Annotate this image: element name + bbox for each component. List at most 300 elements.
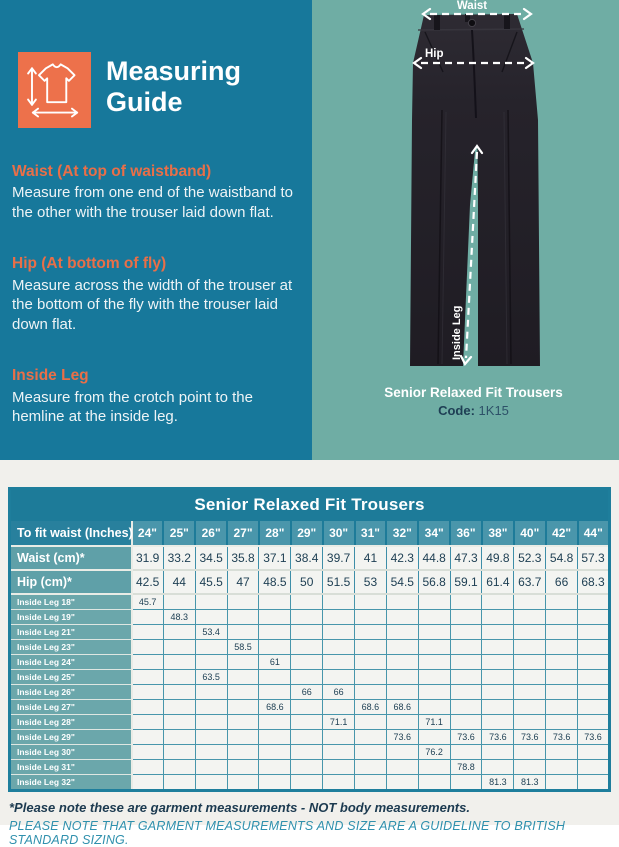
inside-leg-value: [482, 610, 514, 625]
table-row: [10, 640, 610, 655]
waist-cm-value: 35.8: [227, 546, 259, 570]
inside-leg-value: [291, 655, 323, 670]
column-header: 29": [291, 521, 323, 546]
inside-leg-value: 73.6: [546, 730, 578, 745]
inside-leg-value: [386, 640, 418, 655]
inside-leg-value: [386, 745, 418, 760]
inside-leg-value: [418, 775, 450, 791]
table-row: [10, 521, 610, 546]
inside-leg-value: [514, 685, 546, 700]
inside-leg-value: [355, 760, 387, 775]
inside-leg-value: [418, 640, 450, 655]
hip-instruction-body: Measure across the width of the trouser at the bottom of the fly with the trouser laid down flat.: [12, 276, 293, 333]
inside-leg-value: [355, 655, 387, 670]
inside-leg-value: [578, 715, 610, 730]
inside-leg-value: [132, 655, 164, 670]
inside-leg-value: [195, 594, 227, 610]
inside-leg-value: [546, 685, 578, 700]
inside-leg-value: [132, 685, 164, 700]
inside-leg-value: [227, 655, 259, 670]
inside-leg-value: [355, 745, 387, 760]
inside-leg-value: [482, 760, 514, 775]
inside-leg-value: [482, 655, 514, 670]
product-code-value: 1K15: [478, 403, 509, 419]
shirt-measure-icon: [18, 52, 91, 128]
inside-leg-row-label: Inside Leg 26": [10, 685, 132, 700]
waist-cm-value: 37.1: [259, 546, 291, 570]
inside-leg-value: [514, 594, 546, 610]
inside-leg-value: [578, 594, 610, 610]
inside-leg-value: [482, 670, 514, 685]
inside-leg-row-label: Inside Leg 25": [10, 670, 132, 685]
inside-leg-value: [482, 715, 514, 730]
inside-leg-row-label: Inside Leg 23": [10, 640, 132, 655]
inside-leg-value: [132, 625, 164, 640]
inside-leg-value: [323, 594, 355, 610]
column-header: 24": [132, 521, 164, 546]
hip-cm-value: 45.5: [195, 570, 227, 594]
inside-leg-value: [355, 775, 387, 791]
inside-leg-value: [546, 700, 578, 715]
inside-leg-value: [546, 640, 578, 655]
inside-leg-value: [195, 760, 227, 775]
inside-leg-value: 78.8: [450, 760, 482, 775]
column-header: 31": [355, 521, 387, 546]
inside-leg-value: [450, 594, 482, 610]
inside-leg-value: [227, 745, 259, 760]
inside-leg-instruction-heading: Inside Leg: [12, 367, 89, 385]
inside-leg-value: [259, 730, 291, 745]
inside-leg-value: 68.6: [259, 700, 291, 715]
inside-leg-value: 81.3: [482, 775, 514, 791]
table-row: [10, 546, 610, 570]
table-row: [10, 594, 610, 610]
table-row: [10, 700, 610, 715]
table-row: [10, 670, 610, 685]
product-code-label: Code:: [438, 403, 475, 419]
inside-leg-value: [578, 760, 610, 775]
inside-leg-value: [259, 625, 291, 640]
waist-cm-value: 38.4: [291, 546, 323, 570]
inside-leg-value: [418, 610, 450, 625]
inside-leg-row-label: Inside Leg 28": [10, 715, 132, 730]
waist-cm-value: 34.5: [195, 546, 227, 570]
inside-leg-value: [482, 700, 514, 715]
inside-leg-value: [450, 610, 482, 625]
inside-leg-value: [546, 715, 578, 730]
hip-row-label: Hip (cm)*: [10, 570, 132, 594]
inside-leg-value: [259, 715, 291, 730]
inside-leg-value: [418, 730, 450, 745]
inside-leg-value: [355, 730, 387, 745]
inside-leg-value: [227, 700, 259, 715]
inside-leg-value: [514, 610, 546, 625]
inside-leg-value: [323, 655, 355, 670]
inside-leg-value: [546, 775, 578, 791]
inside-leg-value: [386, 775, 418, 791]
inside-leg-value: 71.1: [323, 715, 355, 730]
size-chart-table: [8, 487, 611, 792]
inside-leg-value: [291, 594, 323, 610]
hip-cm-value: 48.5: [259, 570, 291, 594]
waist-cm-value: 42.3: [386, 546, 418, 570]
inside-leg-value: [195, 715, 227, 730]
waist-cm-value: 33.2: [163, 546, 195, 570]
inside-leg-value: [514, 760, 546, 775]
inside-leg-value: [578, 700, 610, 715]
inside-leg-value: 63.5: [195, 670, 227, 685]
hip-instruction-heading: Hip (At bottom of fly): [12, 255, 167, 273]
inside-leg-row-label: Inside Leg 30": [10, 745, 132, 760]
inside-leg-value: [578, 625, 610, 640]
inside-leg-value: [163, 625, 195, 640]
inside-leg-value: 73.6: [386, 730, 418, 745]
inside-leg-value: [132, 670, 164, 685]
inside-leg-value: [195, 745, 227, 760]
table-row: [10, 760, 610, 775]
inside-leg-value: [291, 640, 323, 655]
inside-leg-value: [291, 715, 323, 730]
inside-leg-value: [163, 655, 195, 670]
waist-cm-value: 52.3: [514, 546, 546, 570]
column-header: 32": [386, 521, 418, 546]
inside-leg-value: [323, 700, 355, 715]
inside-leg-value: [482, 625, 514, 640]
inside-leg-value: [418, 670, 450, 685]
inside-leg-value: [578, 670, 610, 685]
table-row: [10, 655, 610, 670]
column-header: 30": [323, 521, 355, 546]
inside-leg-value: [163, 715, 195, 730]
inside-leg-value: [132, 700, 164, 715]
page-title: Measuring Guide: [106, 56, 242, 118]
inside-leg-value: [450, 745, 482, 760]
inside-leg-value: [514, 745, 546, 760]
inside-leg-value: [323, 670, 355, 685]
inside-leg-value: [227, 775, 259, 791]
inside-leg-value: [323, 775, 355, 791]
inside-leg-value: [132, 715, 164, 730]
inside-leg-value: [450, 715, 482, 730]
inside-leg-value: [291, 775, 323, 791]
inside-leg-value: 68.6: [386, 700, 418, 715]
hip-cm-value: 59.1: [450, 570, 482, 594]
inside-leg-value: [418, 625, 450, 640]
inside-leg-value: 81.3: [514, 775, 546, 791]
inside-leg-value: [450, 775, 482, 791]
inside-leg-value: [482, 640, 514, 655]
inside-leg-value: [355, 594, 387, 610]
inside-leg-value: [578, 655, 610, 670]
waist-cm-value: 54.8: [546, 546, 578, 570]
inside-leg-value: [195, 655, 227, 670]
inside-leg-row-label: Inside Leg 24": [10, 655, 132, 670]
table-row: [10, 610, 610, 625]
product-name: Senior Relaxed Fit Trousers: [384, 385, 563, 400]
inside-leg-arrow-label: Inside Leg: [451, 305, 463, 360]
inside-leg-row-label: Inside Leg 29": [10, 730, 132, 745]
column-header: 44": [578, 521, 610, 546]
inside-leg-value: [418, 760, 450, 775]
inside-leg-value: 61: [259, 655, 291, 670]
inside-leg-value: [195, 700, 227, 715]
waist-cm-value: 31.9: [132, 546, 164, 570]
inside-leg-value: [163, 670, 195, 685]
inside-leg-value: [323, 745, 355, 760]
inside-leg-value: [291, 730, 323, 745]
inside-leg-value: [259, 670, 291, 685]
hip-cm-value: 47: [227, 570, 259, 594]
waist-arrow-label: Waist: [456, 0, 488, 12]
inside-leg-value: [578, 775, 610, 791]
british-standard-note: PLEASE NOTE THAT GARMENT MEASUREMENTS AND SIZE ARE A GUIDELINE TO BRITISH STANDARD SIZING.: [9, 819, 566, 847]
inside-leg-row-label: Inside Leg 21": [10, 625, 132, 640]
inside-leg-value: [514, 715, 546, 730]
waist-cm-value: 49.8: [482, 546, 514, 570]
inside-leg-value: [418, 700, 450, 715]
inside-leg-value: [323, 730, 355, 745]
hip-cm-value: 51.5: [323, 570, 355, 594]
hip-cm-value: 53: [355, 570, 387, 594]
inside-leg-value: [291, 670, 323, 685]
table-row: [10, 775, 610, 791]
inside-leg-value: [195, 685, 227, 700]
product-code: [328, 403, 619, 418]
inside-leg-value: [386, 655, 418, 670]
inside-leg-value: 73.6: [514, 730, 546, 745]
waist-cm-value: 44.8: [418, 546, 450, 570]
inside-leg-value: [546, 625, 578, 640]
inside-leg-value: [259, 760, 291, 775]
inside-leg-value: [227, 760, 259, 775]
inside-leg-value: [514, 625, 546, 640]
inside-leg-value: [323, 640, 355, 655]
inside-leg-value: [450, 640, 482, 655]
inside-leg-row-label: Inside Leg 18": [10, 594, 132, 610]
inside-leg-value: [195, 610, 227, 625]
inside-leg-value: [259, 745, 291, 760]
inside-leg-value: 73.6: [450, 730, 482, 745]
inside-leg-value: [227, 594, 259, 610]
hip-arrow-label: Hip: [425, 48, 444, 60]
inside-leg-value: [291, 760, 323, 775]
inside-leg-row-label: Inside Leg 19": [10, 610, 132, 625]
inside-leg-value: [546, 610, 578, 625]
waist-cm-value: 39.7: [323, 546, 355, 570]
hip-instruction: [12, 254, 300, 334]
inside-leg-value: 73.6: [482, 730, 514, 745]
column-header: 38": [482, 521, 514, 546]
hip-cm-value: 56.8: [418, 570, 450, 594]
inside-leg-value: [546, 655, 578, 670]
inside-leg-value: [578, 640, 610, 655]
inside-leg-value: [355, 685, 387, 700]
measuring-instructions: [12, 162, 300, 459]
inside-leg-value: [132, 730, 164, 745]
inside-leg-row-label: Inside Leg 27": [10, 700, 132, 715]
inside-leg-value: [195, 730, 227, 745]
inside-leg-value: [132, 760, 164, 775]
waist-instruction: [12, 162, 300, 222]
hip-cm-value: 68.3: [578, 570, 610, 594]
inside-leg-value: [227, 730, 259, 745]
column-header: 28": [259, 521, 291, 546]
inside-leg-value: [163, 730, 195, 745]
table-title: Senior Relaxed Fit Trousers: [10, 489, 610, 522]
table-row: [10, 730, 610, 745]
inside-leg-value: [163, 745, 195, 760]
hip-cm-value: 63.7: [514, 570, 546, 594]
inside-leg-value: [259, 610, 291, 625]
column-header: 40": [514, 521, 546, 546]
inside-leg-value: [418, 594, 450, 610]
garment-measurements-note: *Please note these are garment measurements - NOT body measurements.: [9, 800, 470, 815]
inside-leg-value: [514, 700, 546, 715]
column-header: 25": [163, 521, 195, 546]
inside-leg-value: 71.1: [418, 715, 450, 730]
inside-leg-value: [386, 594, 418, 610]
inside-leg-value: [163, 775, 195, 791]
inside-leg-value: [546, 670, 578, 685]
inside-leg-value: [578, 685, 610, 700]
column-header: 27": [227, 521, 259, 546]
inside-leg-value: [450, 685, 482, 700]
inside-leg-value: [450, 700, 482, 715]
waist-row-label: Waist (cm)*: [10, 546, 132, 570]
inside-leg-value: [195, 775, 227, 791]
inside-leg-value: 68.6: [355, 700, 387, 715]
inside-leg-value: [259, 640, 291, 655]
inside-leg-value: [291, 625, 323, 640]
inside-leg-value: [418, 685, 450, 700]
waist-instruction-heading: Waist (At top of waistband): [12, 163, 212, 180]
table-row: [10, 685, 610, 700]
hip-cm-value: 54.5: [386, 570, 418, 594]
table-row: [10, 625, 610, 640]
inside-leg-value: [482, 594, 514, 610]
inside-leg-value: [386, 625, 418, 640]
inside-leg-value: 66: [323, 685, 355, 700]
inside-leg-value: [291, 745, 323, 760]
inside-leg-value: [514, 655, 546, 670]
inside-leg-value: [227, 685, 259, 700]
inside-leg-value: [163, 685, 195, 700]
column-header: 36": [450, 521, 482, 546]
inside-leg-value: [514, 670, 546, 685]
inside-leg-value: [132, 745, 164, 760]
inside-leg-value: [386, 760, 418, 775]
table-row: [10, 715, 610, 730]
inside-leg-value: 76.2: [418, 745, 450, 760]
inside-leg-value: 66: [291, 685, 323, 700]
product-caption: [312, 385, 619, 418]
inside-leg-row-label: Inside Leg 32": [10, 775, 132, 791]
inside-leg-value: [546, 760, 578, 775]
inside-leg-value: [355, 670, 387, 685]
inside-leg-value: [227, 610, 259, 625]
trouser-diagram-panel: [312, 0, 619, 460]
hip-cm-value: 44: [163, 570, 195, 594]
inside-leg-value: [578, 745, 610, 760]
column-header-label: To fit waist (Inches): [10, 521, 132, 546]
waist-cm-value: 57.3: [578, 546, 610, 570]
inside-leg-instruction: [12, 366, 300, 426]
inside-leg-row-label: Inside Leg 31": [10, 760, 132, 775]
inside-leg-value: 48.3: [163, 610, 195, 625]
waist-instruction-body: Measure from one end of the waistband to the other with the trouser laid down flat.: [12, 184, 294, 221]
inside-leg-value: [418, 655, 450, 670]
inside-leg-value: [163, 700, 195, 715]
inside-leg-value: [355, 715, 387, 730]
column-header: 42": [546, 521, 578, 546]
inside-leg-value: [386, 685, 418, 700]
inside-leg-value: 58.5: [227, 640, 259, 655]
inside-leg-value: [291, 700, 323, 715]
inside-leg-value: [355, 625, 387, 640]
inside-leg-value: [323, 610, 355, 625]
inside-leg-value: [355, 640, 387, 655]
table-row: [10, 745, 610, 760]
inside-leg-value: [546, 745, 578, 760]
inside-leg-value: [514, 640, 546, 655]
table-row: [10, 570, 610, 594]
inside-leg-value: [450, 670, 482, 685]
hip-cm-value: 42.5: [132, 570, 164, 594]
hip-cm-value: 50: [291, 570, 323, 594]
inside-leg-value: [227, 625, 259, 640]
inside-leg-value: [482, 745, 514, 760]
inside-leg-value: [259, 685, 291, 700]
inside-leg-value: [323, 625, 355, 640]
inside-leg-value: [578, 610, 610, 625]
size-chart-section: [0, 460, 619, 847]
inside-leg-value: [132, 610, 164, 625]
hip-cm-value: 61.4: [482, 570, 514, 594]
inside-leg-value: [259, 775, 291, 791]
inside-leg-instruction-body: Measure from the crotch point to the hemline at the inside leg.: [12, 388, 253, 426]
inside-leg-value: [163, 640, 195, 655]
inside-leg-value: [291, 610, 323, 625]
inside-leg-value: [132, 775, 164, 791]
instructions-panel: [0, 0, 312, 460]
inside-leg-value: [259, 594, 291, 610]
inside-leg-value: [482, 685, 514, 700]
column-header: 34": [418, 521, 450, 546]
inside-leg-value: [450, 655, 482, 670]
inside-leg-value: [195, 640, 227, 655]
inside-leg-value: 45.7: [132, 594, 164, 610]
inside-leg-value: [546, 594, 578, 610]
inside-leg-value: [163, 760, 195, 775]
waist-cm-value: 47.3: [450, 546, 482, 570]
inside-leg-value: 73.6: [578, 730, 610, 745]
inside-leg-value: [227, 715, 259, 730]
inside-leg-value: [355, 610, 387, 625]
inside-leg-value: [132, 640, 164, 655]
table-row: [10, 489, 610, 522]
inside-leg-value: [323, 760, 355, 775]
inside-leg-value: [227, 670, 259, 685]
hip-cm-value: 66: [546, 570, 578, 594]
inside-leg-value: [386, 670, 418, 685]
waist-cm-value: 41: [355, 546, 387, 570]
column-header: 26": [195, 521, 227, 546]
inside-leg-value: [163, 594, 195, 610]
inside-leg-value: [386, 715, 418, 730]
inside-leg-value: [386, 610, 418, 625]
inside-leg-value: 53.4: [195, 625, 227, 640]
inside-leg-value: [450, 625, 482, 640]
